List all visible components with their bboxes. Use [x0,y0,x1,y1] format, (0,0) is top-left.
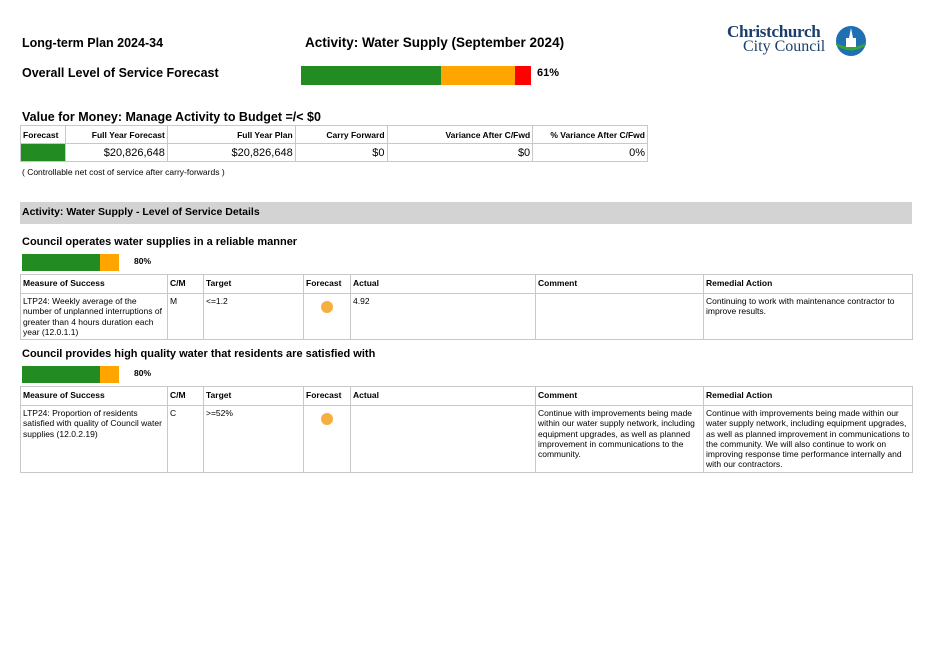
bar-segment [100,254,119,271]
group-forecast-bar [22,366,119,383]
remedial-cell: Continuing to work with maintenance contractor to improve results. [704,294,913,340]
group-title: Council operates water supplies in a reliable manner [22,236,298,248]
section-header [20,202,912,224]
forecast-status-dot [321,413,333,425]
target-cell: <=1.2 [204,294,304,340]
col-actual: Actual [351,275,536,294]
col-target: Target [204,387,304,406]
forecast-status-dot [321,301,333,313]
overall-forecast-percent: 61% [537,67,560,79]
level-of-service-table [20,386,913,473]
bar-segment [22,254,100,271]
vfm-variance: $0 [387,144,533,162]
vfm-note: ( Controllable net cost of service after carry-forwards ) [22,167,225,177]
actual-cell: 4.92 [351,294,536,340]
forecast-cell [304,406,351,473]
vfm-header-full-year-plan: Full Year Plan [167,126,295,144]
logo-line-1: Christchurch [727,22,821,41]
vfm-forecast-status [21,144,66,162]
activity-title: Activity: Water Supply (September 2024) [305,35,565,50]
level-of-service-table [20,274,913,340]
overall-forecast-label: Overall Level of Service Forecast [22,66,219,80]
cathedral-icon [835,25,867,57]
table-row [21,294,913,340]
measure-cell: LTP24: Weekly average of the number of unplanned interruptions of greater than 4 hours duration each year (12.0.1.1) [21,294,168,340]
col-measure: Measure of Success [21,275,168,294]
vfm-full-year-forecast: $20,826,648 [65,144,167,162]
forecast-cell [304,294,351,340]
table-row [21,406,913,473]
bar-segment [100,366,119,383]
remedial-cell: Continue with improvements being made within our water supply network, including equipment upgrades, as well as planned improvement in communications to the community. We will also continue to work on improving response time performance internally and with our contractors. [704,406,913,473]
col-measure: Measure of Success [21,387,168,406]
vfm-header-percent-variance: % Variance After C/Fwd [533,126,648,144]
cm-cell: C [168,406,204,473]
col-remedial: Remedial Action [704,387,913,406]
vfm-header-variance: Variance After C/Fwd [387,126,533,144]
col-cm: C/M [168,275,204,294]
bar-segment [515,66,531,85]
measure-cell: LTP24: Proportion of residents satisfied with quality of Council water supplies (12.0.2.19) [21,406,168,473]
col-cm: C/M [168,387,204,406]
group-forecast-percent: 80% [134,368,152,378]
col-comment: Comment [536,275,704,294]
comment-cell: Continue with improvements being made within our water supply network, including equipment upgrades, as well as planned improvement in communications to the community. [536,406,704,473]
vfm-header-forecast: Forecast [21,126,66,144]
col-comment: Comment [536,387,704,406]
bar-segment [301,66,441,85]
cm-cell: M [168,294,204,340]
overall-forecast-bar [301,66,531,85]
section-title: Activity: Water Supply - Level of Service Details [22,206,260,218]
vfm-full-year-plan: $20,826,648 [167,144,295,162]
actual-cell [351,406,536,473]
vfm-header-carry-forward: Carry Forward [295,126,387,144]
logo-line-2: City Council [743,38,826,55]
value-for-money-title: Value for Money: Manage Activity to Budget =/< $0 [22,110,321,124]
target-cell: >=52% [204,406,304,473]
group-title: Council provides high quality water that residents are satisfied with [22,348,376,360]
col-forecast: Forecast [304,275,351,294]
vfm-header-full-year-forecast: Full Year Forecast [65,126,167,144]
col-actual: Actual [351,387,536,406]
plan-title: Long-term Plan 2024-34 [22,36,164,50]
comment-cell [536,294,704,340]
council-logo [727,24,872,60]
col-forecast: Forecast [304,387,351,406]
value-for-money-table [20,125,648,162]
vfm-percent-variance: 0% [533,144,648,162]
col-remedial: Remedial Action [704,275,913,294]
col-target: Target [204,275,304,294]
bar-segment [441,66,515,85]
bar-segment [22,366,100,383]
group-forecast-percent: 80% [134,256,152,266]
group-forecast-bar [22,254,119,271]
vfm-carry-forward: $0 [295,144,387,162]
